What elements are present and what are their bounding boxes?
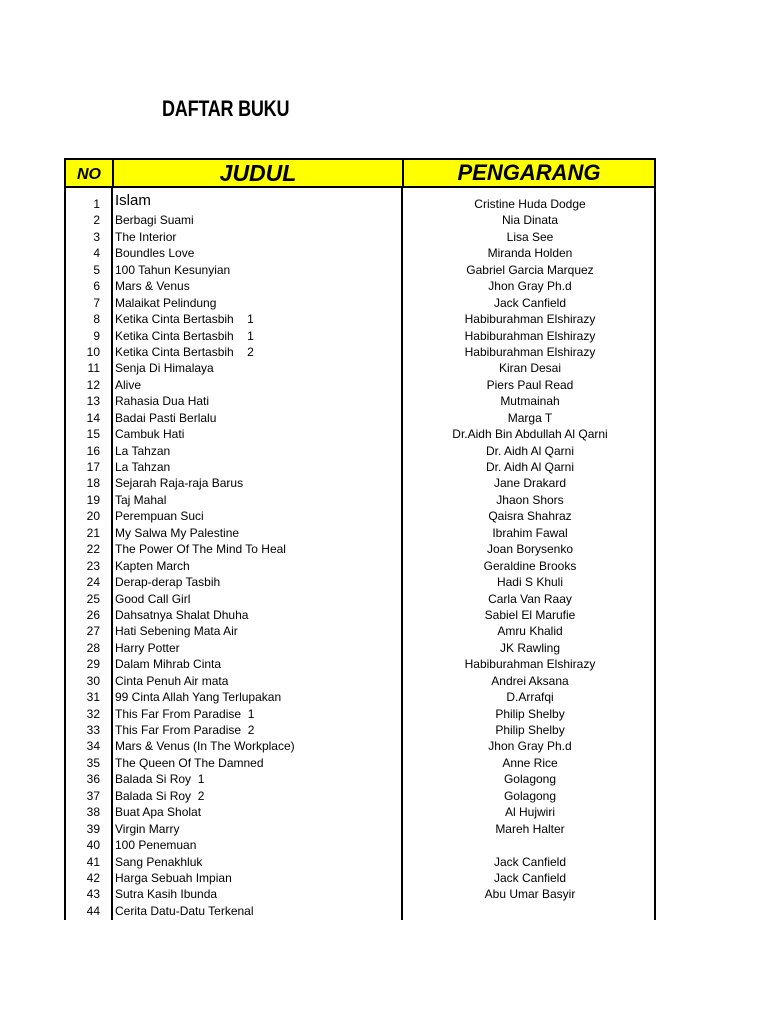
cell-judul: La Tahzan xyxy=(115,443,171,458)
cell-pengarang: Golagong xyxy=(503,772,557,787)
table-row xyxy=(66,886,654,902)
cell-judul: Harry Potter xyxy=(115,640,180,655)
cell-judul: The Queen Of The Damned xyxy=(115,755,264,770)
cell-pengarang: Piers Paul Read xyxy=(486,377,574,392)
cell-judul: Cinta Penuh Air mata xyxy=(115,673,229,688)
cell-judul: Balada Si Roy 1 xyxy=(115,772,205,787)
table-row xyxy=(66,328,654,344)
cell-judul: La Tahzan xyxy=(115,460,171,474)
table-row xyxy=(66,262,654,278)
table-row xyxy=(66,311,654,327)
cell-no: 2 xyxy=(93,213,100,228)
cell-pengarang: Qaisra Shahraz xyxy=(488,509,572,524)
cell-judul: Sejarah Raja-raja Barus xyxy=(115,476,244,491)
cell-judul: Rahasia Dua Hati xyxy=(115,394,210,409)
cell-no: 44 xyxy=(86,903,100,918)
cell-pengarang: Nia Dinata xyxy=(501,213,559,228)
cell-no: 40 xyxy=(86,838,100,853)
cell-pengarang: Philip Shelby xyxy=(495,706,565,721)
cell-no: 13 xyxy=(86,394,100,409)
cell-judul: Hati Sebening Mata Air xyxy=(115,624,238,639)
book-list xyxy=(66,193,654,919)
cell-judul: Ketika Cinta Bertasbih 1 xyxy=(115,328,254,343)
cell-pengarang: Kiran Desai xyxy=(498,361,562,376)
table-row xyxy=(66,755,654,771)
cell-no: 31 xyxy=(86,690,100,705)
cell-pengarang: Philip Shelby xyxy=(495,723,565,737)
table-row xyxy=(66,558,654,574)
cell-judul: Taj Mahal xyxy=(115,492,167,507)
table-row xyxy=(66,854,654,870)
cell-no: 11 xyxy=(87,361,100,376)
cell-judul: Ketika Cinta Bertasbih 1 xyxy=(115,312,254,327)
table-row xyxy=(66,656,654,672)
cell-no: 5 xyxy=(93,262,100,277)
cell-no: 27 xyxy=(86,624,100,639)
cell-no: 34 xyxy=(86,739,100,754)
header-judul: JUDUL xyxy=(219,160,297,186)
cell-judul: Mars & Venus xyxy=(115,279,190,294)
cell-pengarang: Mutmainah xyxy=(500,394,560,409)
cell-pengarang: Abu Umar Basyir xyxy=(484,887,576,902)
table-row xyxy=(66,903,654,919)
cell-judul: This Far From Paradise 1 xyxy=(115,706,255,721)
cell-pengarang: Cristine Huda Dodge xyxy=(474,197,586,211)
cell-judul: Boundles Love xyxy=(115,246,195,261)
cell-no: 39 xyxy=(86,821,100,836)
cell-pengarang: D.Arrafqi xyxy=(506,690,554,705)
cell-judul: Balada Si Roy 2 xyxy=(115,788,205,803)
cell-pengarang: Hadi S Khuli xyxy=(496,575,564,590)
cell-judul: Derap-derap Tasbih xyxy=(115,575,221,590)
cell-judul: Alive xyxy=(115,377,142,392)
header-no: NO xyxy=(77,166,101,183)
cell-judul: Berbagi Suami xyxy=(115,213,194,228)
cell-no: 22 xyxy=(86,542,100,557)
cell-judul: Dalam Mihrab Cinta xyxy=(115,657,222,672)
page-title: DAFTAR BUKU xyxy=(162,96,290,121)
table-row xyxy=(66,623,654,639)
cell-judul: My Salwa My Palestine xyxy=(115,525,240,540)
cell-judul: Malaikat Pelindung xyxy=(115,295,217,310)
cell-judul: Mars & Venus (In The Workplace) xyxy=(115,739,295,754)
cell-judul: Perempuan Suci xyxy=(115,509,204,524)
table-row xyxy=(66,574,654,590)
cell-judul: This Far From Paradise 2 xyxy=(115,723,255,737)
cell-judul: Cambuk Hati xyxy=(115,427,185,442)
table-row xyxy=(66,508,654,524)
table-row xyxy=(66,459,654,475)
cell-pengarang: Mareh Halter xyxy=(495,821,565,836)
table-row xyxy=(66,673,654,689)
cell-pengarang: Habiburahman Elshirazy xyxy=(464,328,596,343)
cell-judul: Sang Penakhluk xyxy=(115,854,203,869)
table-row xyxy=(66,492,654,508)
table-row xyxy=(66,360,654,376)
cell-pengarang: Habiburahman Elshirazy xyxy=(464,657,596,672)
cell-pengarang: Golagong xyxy=(503,788,557,803)
table-row xyxy=(66,706,654,722)
cell-pengarang: Carla Van Raay xyxy=(488,591,572,606)
table-body xyxy=(64,188,656,920)
cell-pengarang: Lisa See xyxy=(506,229,554,244)
cell-pengarang: JK Rawling xyxy=(499,640,561,655)
table-row xyxy=(66,607,654,623)
cell-judul: 100 Penemuan xyxy=(115,838,197,853)
table-row xyxy=(66,640,654,656)
cell-no: 9 xyxy=(93,328,100,343)
cell-no: 21 xyxy=(86,525,100,540)
table-row xyxy=(66,295,654,311)
table-row xyxy=(66,410,654,426)
cell-judul: Kapten March xyxy=(115,558,190,573)
table-row xyxy=(66,229,654,245)
cell-judul: Good Call Girl xyxy=(115,591,191,606)
cell-judul: Cerita Datu-Datu Terkenal xyxy=(115,903,254,918)
cell-judul: Harga Sebuah Impian xyxy=(115,870,232,885)
table-row xyxy=(66,771,654,787)
cell-no: 4 xyxy=(93,246,100,261)
cell-pengarang: Sabiel El Marufie xyxy=(484,607,576,622)
table-row xyxy=(66,193,654,212)
table-row xyxy=(66,541,654,557)
cell-judul: Virgin Marry xyxy=(115,821,180,836)
table-row xyxy=(66,212,654,228)
table-row xyxy=(66,245,654,261)
cell-pengarang: Gabriel Garcia Marquez xyxy=(466,262,594,277)
cell-no: 38 xyxy=(86,805,100,820)
table-row xyxy=(66,393,654,409)
cell-pengarang: Miranda Holden xyxy=(487,246,573,261)
cell-pengarang: Andrei Aksana xyxy=(491,673,569,688)
cell-no: 17 xyxy=(86,460,100,474)
table-row xyxy=(66,821,654,837)
table-row xyxy=(66,870,654,886)
cell-judul: Islam xyxy=(115,193,151,209)
cell-no: 29 xyxy=(86,657,100,672)
cell-no: 20 xyxy=(86,509,100,524)
cell-pengarang: Jhaon Shors xyxy=(496,492,564,507)
cell-no: 30 xyxy=(86,673,100,688)
cell-pengarang: Al Hujwiri xyxy=(504,805,555,820)
cell-no: 43 xyxy=(86,887,100,902)
table-header xyxy=(64,158,656,188)
table-row xyxy=(66,475,654,491)
table-row xyxy=(66,722,654,738)
table-row xyxy=(66,837,654,853)
cell-judul: Buat Apa Sholat xyxy=(115,805,202,820)
cell-pengarang: Geraldine Brooks xyxy=(483,558,577,573)
table-row xyxy=(66,377,654,393)
cell-no: 28 xyxy=(86,640,100,655)
cell-judul: Senja Di Himalaya xyxy=(115,361,214,376)
cell-no: 26 xyxy=(86,607,100,622)
cell-pengarang: Dr.Aidh Bin Abdullah Al Qarni xyxy=(452,427,608,442)
cell-no: 8 xyxy=(93,312,100,327)
cell-no: 1 xyxy=(93,197,100,211)
cell-judul: 100 Tahun Kesunyian xyxy=(115,262,231,277)
cell-no: 10 xyxy=(86,344,100,359)
cell-no: 35 xyxy=(86,755,100,770)
cell-pengarang: Marga T xyxy=(507,410,553,425)
table-row xyxy=(66,591,654,607)
table-row xyxy=(66,689,654,705)
cell-judul: Sutra Kasih Ibunda xyxy=(115,887,218,902)
table-row xyxy=(66,344,654,360)
cell-no: 19 xyxy=(86,492,100,507)
table-row xyxy=(66,738,654,754)
cell-pengarang: Amru Khalid xyxy=(497,624,563,639)
table-row xyxy=(66,278,654,294)
cell-no: 36 xyxy=(86,772,100,787)
table-row xyxy=(66,426,654,442)
cell-no: 15 xyxy=(86,427,100,442)
cell-no: 25 xyxy=(86,591,100,606)
cell-no: 42 xyxy=(86,870,100,885)
cell-no: 7 xyxy=(93,295,100,310)
cell-no: 16 xyxy=(86,443,100,458)
table-row xyxy=(66,804,654,820)
cell-judul: 99 Cinta Allah Yang Terlupakan xyxy=(115,690,282,705)
cell-no: 23 xyxy=(86,558,100,573)
cell-pengarang: Ibrahim Fawal xyxy=(492,525,568,540)
cell-no: 14 xyxy=(86,410,100,425)
table-row xyxy=(66,443,654,459)
cell-no: 18 xyxy=(86,476,100,491)
cell-no: 32 xyxy=(86,706,100,721)
cell-pengarang: Dr. Aidh Al Qarni xyxy=(485,460,575,474)
cell-pengarang: Dr. Aidh Al Qarni xyxy=(485,443,575,458)
table-row xyxy=(66,788,654,804)
cell-judul: The Interior xyxy=(115,229,177,244)
cell-no: 6 xyxy=(93,279,100,294)
cell-no: 12 xyxy=(86,377,100,392)
cell-no: 41 xyxy=(86,854,100,869)
header-pengarang: PENGARANG xyxy=(457,160,601,185)
cell-pengarang: Jhon Gray Ph.d xyxy=(488,279,572,294)
cell-pengarang: Habiburahman Elshirazy xyxy=(464,312,596,327)
cell-pengarang: Jack Canfield xyxy=(493,870,567,885)
cell-pengarang: Jack Canfield xyxy=(493,854,567,869)
cell-no: 3 xyxy=(93,229,100,244)
cell-pengarang: Jack Canfield xyxy=(493,295,567,310)
cell-pengarang: Habiburahman Elshirazy xyxy=(464,344,596,359)
cell-judul: Ketika Cinta Bertasbih 2 xyxy=(115,344,254,359)
cell-judul: Dahsatnya Shalat Dhuha xyxy=(115,607,249,622)
table-row xyxy=(66,525,654,541)
cell-judul: Badai Pasti Berlalu xyxy=(115,410,217,425)
cell-pengarang: Jane Drakard xyxy=(493,476,567,491)
cell-pengarang: Anne Rice xyxy=(502,755,558,770)
cell-no: 33 xyxy=(86,723,100,737)
cell-no: 24 xyxy=(86,575,100,590)
cell-judul: The Power Of The Mind To Heal xyxy=(115,542,286,557)
cell-no: 37 xyxy=(86,788,100,803)
cell-pengarang: Joan Borysenko xyxy=(486,542,574,557)
cell-pengarang: Jhon Gray Ph.d xyxy=(488,739,572,754)
